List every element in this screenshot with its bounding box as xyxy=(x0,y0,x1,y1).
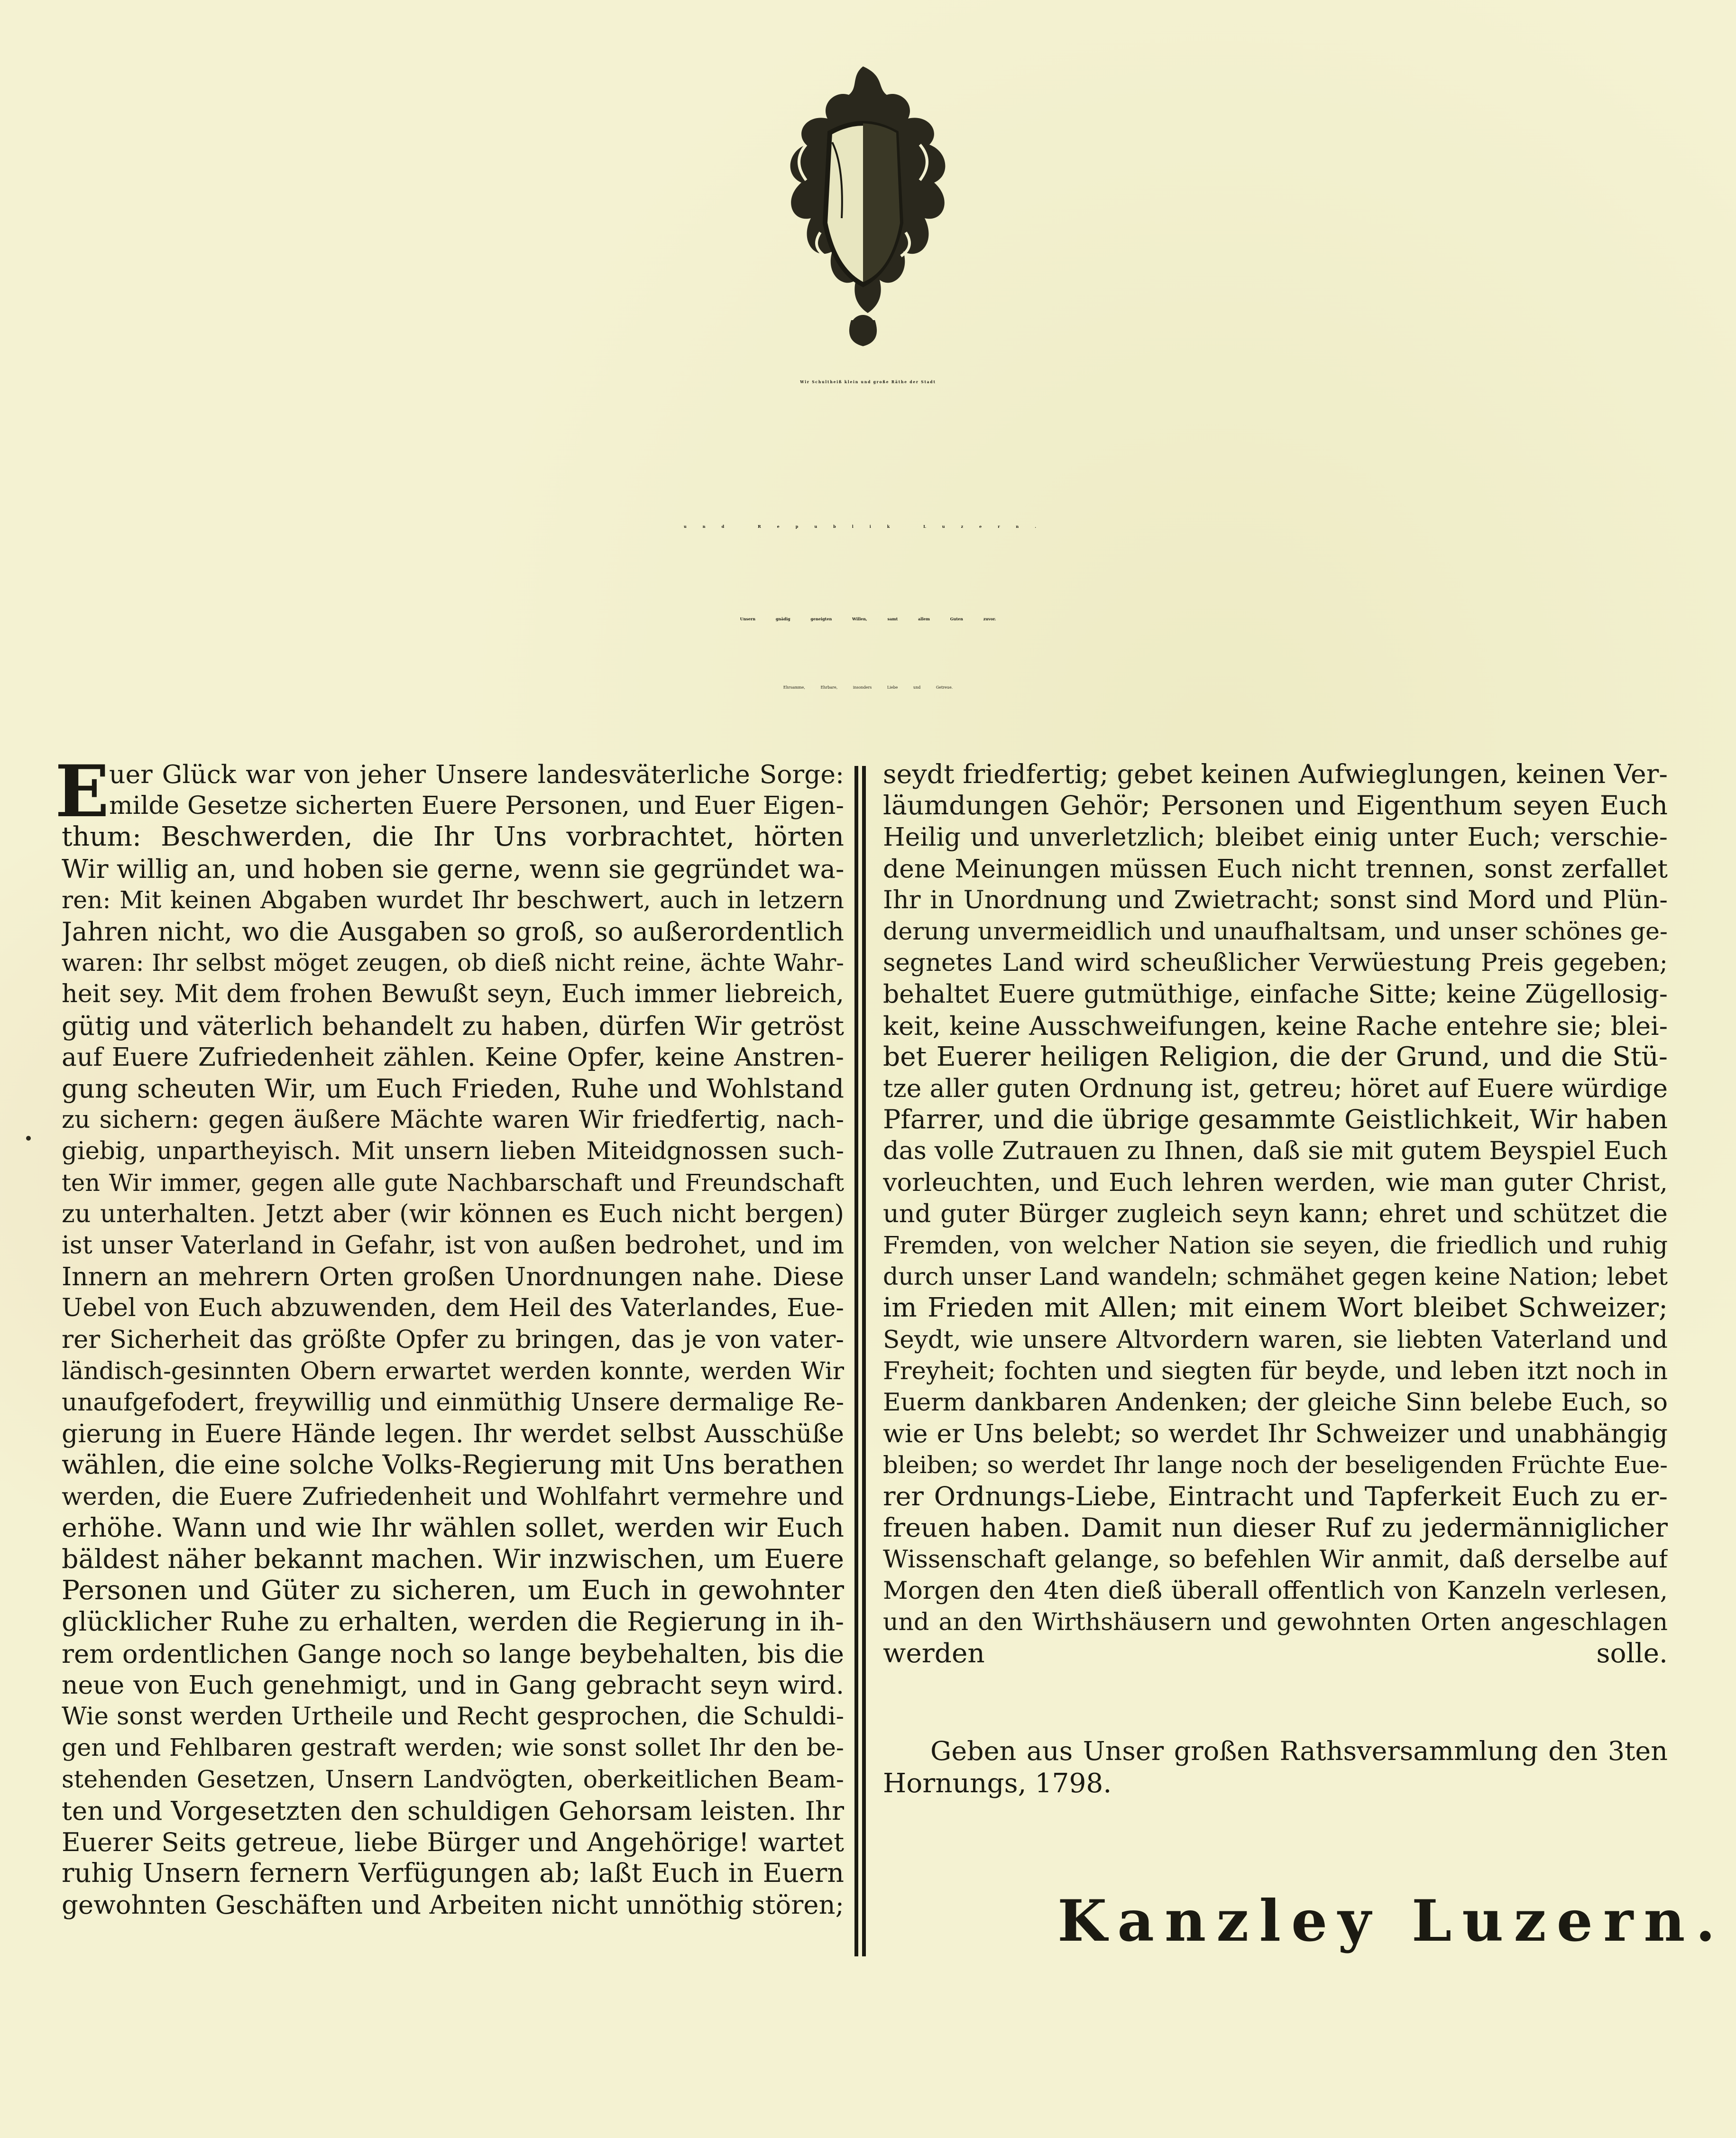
right_column-line: bleiben; so werdet Ihr lange noch der beseligenden Früchte Eue- xyxy=(883,1451,1668,1479)
left_column-line: ten und Vorgesetzten den schuldigen Gehorsam leisten. Ihr xyxy=(62,1795,844,1826)
right-text-column xyxy=(883,759,1668,1669)
left_column-line: zu sichern: gegen äußere Mächte waren Wir friedfertig, nach- xyxy=(62,1106,844,1134)
left_column-line: Innern an mehrern Orten großen Unordnungen nahe. Diese xyxy=(62,1262,844,1292)
right_column-line: wie er Uns belebt; so werdet Ihr Schweizer und unabhängig xyxy=(883,1419,1668,1449)
dated-line-1: Geben aus Unser großen Rathsversammlung den 3ten xyxy=(930,1736,1668,1767)
left_column-line: unaufgefodert, freywillig und einmüthig Unsere dermalige Re- xyxy=(62,1388,844,1417)
left_column-line: gütig und väterlich behandelt zu haben, dürfen Wir getröst xyxy=(62,1010,844,1041)
left_column-line: Wie sonst werden Urtheile und Recht gesprochen, die Schuldi- xyxy=(62,1702,844,1731)
left-text-column xyxy=(55,750,844,1921)
title-line-2: und Republik Luzern. xyxy=(683,524,1053,529)
left_column-line: auf Euere Zufriedenheit zählen. Keine Opfer, keine Anstren- xyxy=(62,1041,844,1072)
chancery-signature: Kanzley Luzern. xyxy=(1057,1888,1726,1954)
left_column-line: milde Gesetze sicherten Euere Personen, und Euer Eigen- xyxy=(109,791,844,820)
right_column-line: dene Meinungen müssen Euch nicht trennen, sonst zerfallet xyxy=(883,853,1668,884)
left_column-line: heit sey. Mit dem frohen Bewußt seyn, Euch immer liebreich, xyxy=(62,979,844,1009)
right_column-line: vorleuchten, und Euch lehren werden, wie man guter Christ, xyxy=(883,1168,1668,1197)
left_column-line: stehenden Gesetzen, Unsern Landvögten, oberkeitlichen Beam- xyxy=(62,1765,844,1793)
coat-of-arms-emblem xyxy=(749,62,977,356)
right_column-line: Fremden, von welcher Nation sie seyen, die friedlich und ruhig xyxy=(883,1231,1668,1260)
left_column-line: thum: Beschwerden, die Ihr Uns vorbrachtet, hörten xyxy=(62,821,844,853)
left_column-line: giebig, unpartheyisch. Mit unsern lieben Miteidgnossen such- xyxy=(62,1137,844,1166)
left_column-line: gewohnten Geschäften und Arbeiten nicht unnöthig stören; xyxy=(62,1889,844,1920)
left_column-line: Wir willig an, und hoben sie gerne, wenn sie gegründet wa- xyxy=(62,853,844,884)
left_column-line: gen und Fehlbaren gestraft werden; wie sonst sollet Ihr den be- xyxy=(62,1733,844,1762)
right_column-line: seydt friedfertig; gebet keinen Aufwieglungen, keinen Ver- xyxy=(883,759,1668,790)
right_column-line: im Frieden mit Allen; mit einem Wort bleibet Schweizer; xyxy=(883,1292,1668,1324)
right_column-line: derung unvermeidlich und unaufhaltsam, und unser schönes ge- xyxy=(883,917,1668,946)
right_column-line: Ihr in Unordnung und Zwietracht; sonst sind Mord und Plün- xyxy=(883,885,1668,914)
left_column-line: Euerer Seits getreue, liebe Bürger und Angehörige! wartet xyxy=(62,1826,844,1857)
left_column-line: uer Glück war von jeher Unsere landesväterliche Sorge: xyxy=(109,759,844,789)
right_column-line: Seydt, wie unsere Altvordern waren, sie liebten Vaterland und xyxy=(883,1325,1668,1354)
right_column-line: Morgen den 4ten dieß überall offentlich von Kanzeln verlesen, xyxy=(883,1576,1668,1605)
left_column-line: bäldest näher bekannt machen. Wir inzwischen, um Euere xyxy=(62,1544,844,1575)
left_column-line: werden, die Euere Zufriedenheit und Wohlfahrt vermehre und xyxy=(62,1482,844,1511)
right_column-line: durch unser Land wandeln; schmähet gegen keine Nation; lebet xyxy=(883,1263,1668,1291)
right_column-line: Heilig und unverletzlich; bleibet einig unter Euch; verschie- xyxy=(883,822,1668,852)
left_column-line: glücklicher Ruhe zu erhalten, werden die Regierung in ih- xyxy=(62,1606,844,1638)
left_column-line: rer Sicherheit das größte Opfer zu bringen, das je von vater- xyxy=(62,1325,844,1354)
right_column-line: Euerm dankbaren Andenken; der gleiche Sinn belebe Euch, so xyxy=(883,1388,1668,1417)
right_column-line: Pfarrer, und die übrige gesammte Geistlichkeit, Wir haben xyxy=(883,1104,1668,1135)
drop-cap-initial: E xyxy=(55,750,110,833)
left_column-line: ruhig Unsern fernern Verfügungen ab; laßt Euch in Euern xyxy=(62,1858,844,1889)
right_column-line: tze aller guten Ordnung ist, getreu; höret auf Euere würdige xyxy=(883,1073,1668,1104)
left_column-line: Personen und Güter zu sicheren, um Euch in gewohnter xyxy=(62,1575,844,1606)
left_column-line: ländisch-gesinnten Obern erwartet werden konnte, werden Wir xyxy=(62,1356,844,1385)
title-line-1: Wir Schultheiß klein und große Räthe der Stadt xyxy=(800,379,936,384)
left_column-line: ren: Mit keinen Abgaben wurdet Ihr beschwert, auch in letzern xyxy=(62,885,844,914)
salutation: Ehrsamme, Ehrbare, insonders Liebe und Getreue. xyxy=(783,685,953,690)
left_column-line: wählen, die eine solche Volks-Regierung mit Uns berathen xyxy=(62,1449,844,1481)
left_column-line: waren: Ihr selbst möget zeugen, ob dieß nicht reine, ächte Wahr- xyxy=(62,949,844,977)
right_column-line: segnetes Land wird scheußlicher Verwüestung Preis gegeben; xyxy=(883,949,1668,977)
left_column-line: Uebel von Euch abzuwenden, dem Heil des Vaterlandes, Eue- xyxy=(62,1293,844,1323)
right_column-line: und an den Wirthshäusern und gewohnten Orten angeschlagen xyxy=(883,1608,1668,1636)
right_column-line: Freyheit; fochten und siegten für beyde, und leben itzt noch in xyxy=(883,1356,1668,1385)
left_column-line: erhöhe. Wann und wie Ihr wählen sollet, werden wir Euch xyxy=(62,1512,844,1543)
left_column-line: neue von Euch genehmigt, und in Gang gebracht seyn wird. xyxy=(62,1669,844,1700)
right_column-line: und guter Bürger zugleich seyn kann; ehret und schützet die xyxy=(883,1199,1668,1228)
right_column-line: behaltet Euere gutmüthige, einfache Sitte; keine Zügellosig- xyxy=(883,979,1668,1009)
right_column-line: Wissenschaft gelange, so befehlen Wir anmit, daß derselbe auf xyxy=(883,1545,1668,1574)
left_column-line: gierung in Euere Hände legen. Ihr werdet selbst Ausschüße xyxy=(62,1419,844,1449)
left_column-line: Jahren nicht, wo die Ausgaben so groß, so außerordentlich xyxy=(62,916,844,947)
left_column-line: ten Wir immer, gegen alle gute Nachbarschaft und Freundschaft xyxy=(62,1169,844,1197)
right_column-line: keit, keine Ausschweifungen, keine Rache entehre sie; blei- xyxy=(883,1010,1668,1041)
right_column-line: werden solle. xyxy=(883,1638,1668,1669)
right_column-line: rer Ordnungs-Liebe, Eintracht und Tapferkeit Euch zu er- xyxy=(883,1481,1668,1512)
ink-speck xyxy=(26,1136,31,1141)
left_column-line: ist unser Vaterland in Gefahr, ist von außen bedrohet, und im xyxy=(62,1231,844,1260)
column-divider xyxy=(853,766,869,1956)
right_column-line: läumdungen Gehör; Personen und Eigenthum seyen Euch xyxy=(883,790,1668,821)
right_column-line: freuen haben. Damit nun dieser Ruf zu jedermänniglicher xyxy=(883,1512,1668,1543)
left_column-line: zu unterhalten. Jetzt aber (wir können es Euch nicht bergen) xyxy=(62,1199,844,1228)
right_column-line: das volle Zutrauen zu Ihnen, daß sie mit gutem Beyspiel Euch xyxy=(883,1136,1668,1166)
left_column-line: gung scheuten Wir, um Euch Frieden, Ruhe und Wohlstand xyxy=(62,1073,844,1104)
right_column-line: bet Euerer heiligen Religion, die der Grund, und die Stü- xyxy=(883,1041,1668,1072)
left_column-line: rem ordentlichen Gange noch so lange beybehalten, bis die xyxy=(62,1638,844,1669)
dated-line-2: Hornungs, 1798. xyxy=(883,1768,1112,1799)
greeting: Unsern gnädig geneigten Willen, samt allem Guten zuvor. xyxy=(740,617,996,621)
